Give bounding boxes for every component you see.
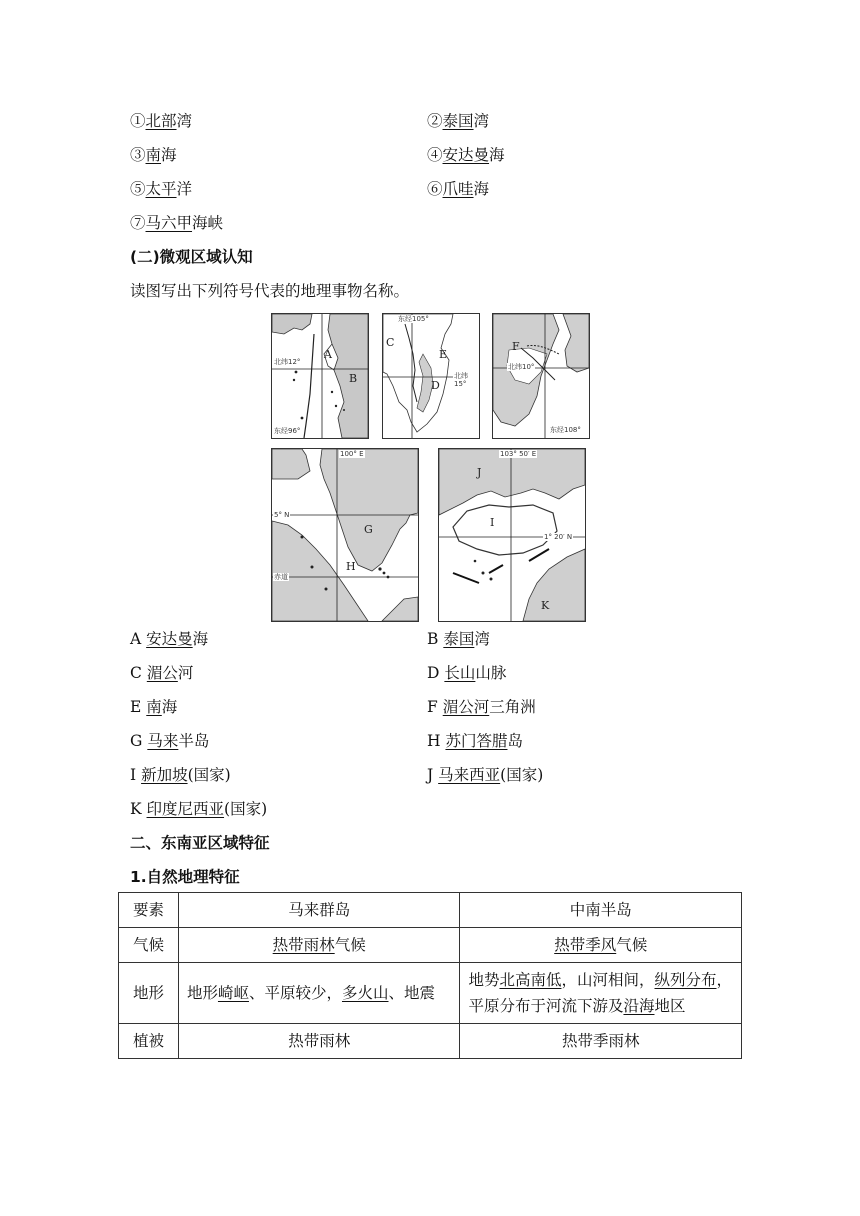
veg-indochina-cell: 热带季雨林 [460,1024,742,1059]
map-lon-label: 东经96° [274,427,301,435]
map-lat-label: 5° N [274,511,290,519]
intro-item-1: ①北部湾 [130,112,193,130]
map-lon-label: 东经105° [398,315,429,323]
instruction-text: 读图写出下列符号代表的地理事物名称。 [130,282,410,300]
intro-item-6: ⑥爪哇海 [427,180,490,198]
climate-indochina-cell: 热带季风气候 [460,928,742,963]
map-lon-label: 东经108° [550,426,581,434]
map-equator-label: 赤道 [274,573,288,581]
map-indochina-east [382,313,480,439]
answer-k: K 印度尼西亚(国家) [130,800,268,818]
map-label-c: C [386,336,395,349]
map-label-h: H [346,560,356,573]
intro-item-7: ⑦马六甲海峡 [130,214,224,232]
map-lon-label: 103° 50′ E [500,450,537,458]
table-header-cell: 要素 [119,893,179,928]
answer-i: I 新加坡(国家) [130,766,231,784]
row-label: 气候 [119,928,179,963]
answer-a: A 安达曼海 [130,630,209,648]
answer-g: G 马来半岛 [130,732,210,750]
row-label: 地形 [119,963,179,1024]
map-lat-label: 北纬10° [508,363,535,371]
intro-item-2: ②泰国湾 [427,112,490,130]
intro-item-3: ③南海 [130,146,177,164]
map-label-k: K [541,599,550,612]
map-label-g: G [364,523,373,536]
table-row-terrain [119,963,742,1024]
intro-item-4: ④安达曼海 [427,146,505,164]
map-label-i: I [490,516,495,529]
map-label-d: D [431,379,440,392]
answer-c: C 湄公河 [130,664,194,682]
table-header-cell: 中南半岛 [460,893,742,928]
answer-d: D 长山山脉 [427,664,507,682]
table-header-cell: 马来群岛 [178,893,460,928]
veg-malay-cell: 热带雨林 [178,1024,460,1059]
table-row-vegetation [119,1024,742,1059]
map-label-j: J [477,466,482,479]
map-label-e: E [439,348,448,361]
climate-malay-cell: 热带雨林气候 [178,928,460,963]
answer-f: F 湄公河三角洲 [427,698,536,716]
map-lat-label: 1° 20′ N [544,533,573,541]
answer-e: E 南海 [130,698,178,716]
map-andaman [271,313,369,439]
answer-j: J 马来西亚(国家) [427,766,544,784]
map-label-f: F [512,340,520,353]
table-row-climate [119,928,742,963]
map-malay-sumatra-drawing [272,449,418,621]
table-header-row [119,893,742,928]
map-mekong-delta-drawing [493,314,589,438]
map-label-a: A [324,348,332,361]
answer-b: B 泰国湾 [427,630,490,648]
section-heading-natural: 1.自然地理特征 [130,868,240,886]
row-label: 植被 [119,1024,179,1059]
terrain-malay-cell: 地形崎岖、平原较少，多火山、地震 [178,963,460,1024]
intro-item-5: ⑤太平洋 [130,180,193,198]
section-heading-two: 二、东南亚区域特征 [130,834,270,852]
features-table [118,892,742,1059]
map-malay-sumatra [271,448,419,622]
section-heading-micro: (二)微观区域认知 [130,248,253,266]
map-lon-label: 100° E [340,450,364,458]
map-singapore [438,448,586,622]
terrain-indochina-cell: 地势北高南低，山河相间，纵列分布，平原分布于河流下游及沿海地区 [460,963,742,1024]
map-lat-label: 北纬12° [274,358,301,366]
answer-h: H 苏门答腊岛 [427,732,523,750]
map-label-b: B [349,372,358,385]
map-lat-label: 北纬15° [453,372,479,388]
map-mekong-delta [492,313,590,439]
